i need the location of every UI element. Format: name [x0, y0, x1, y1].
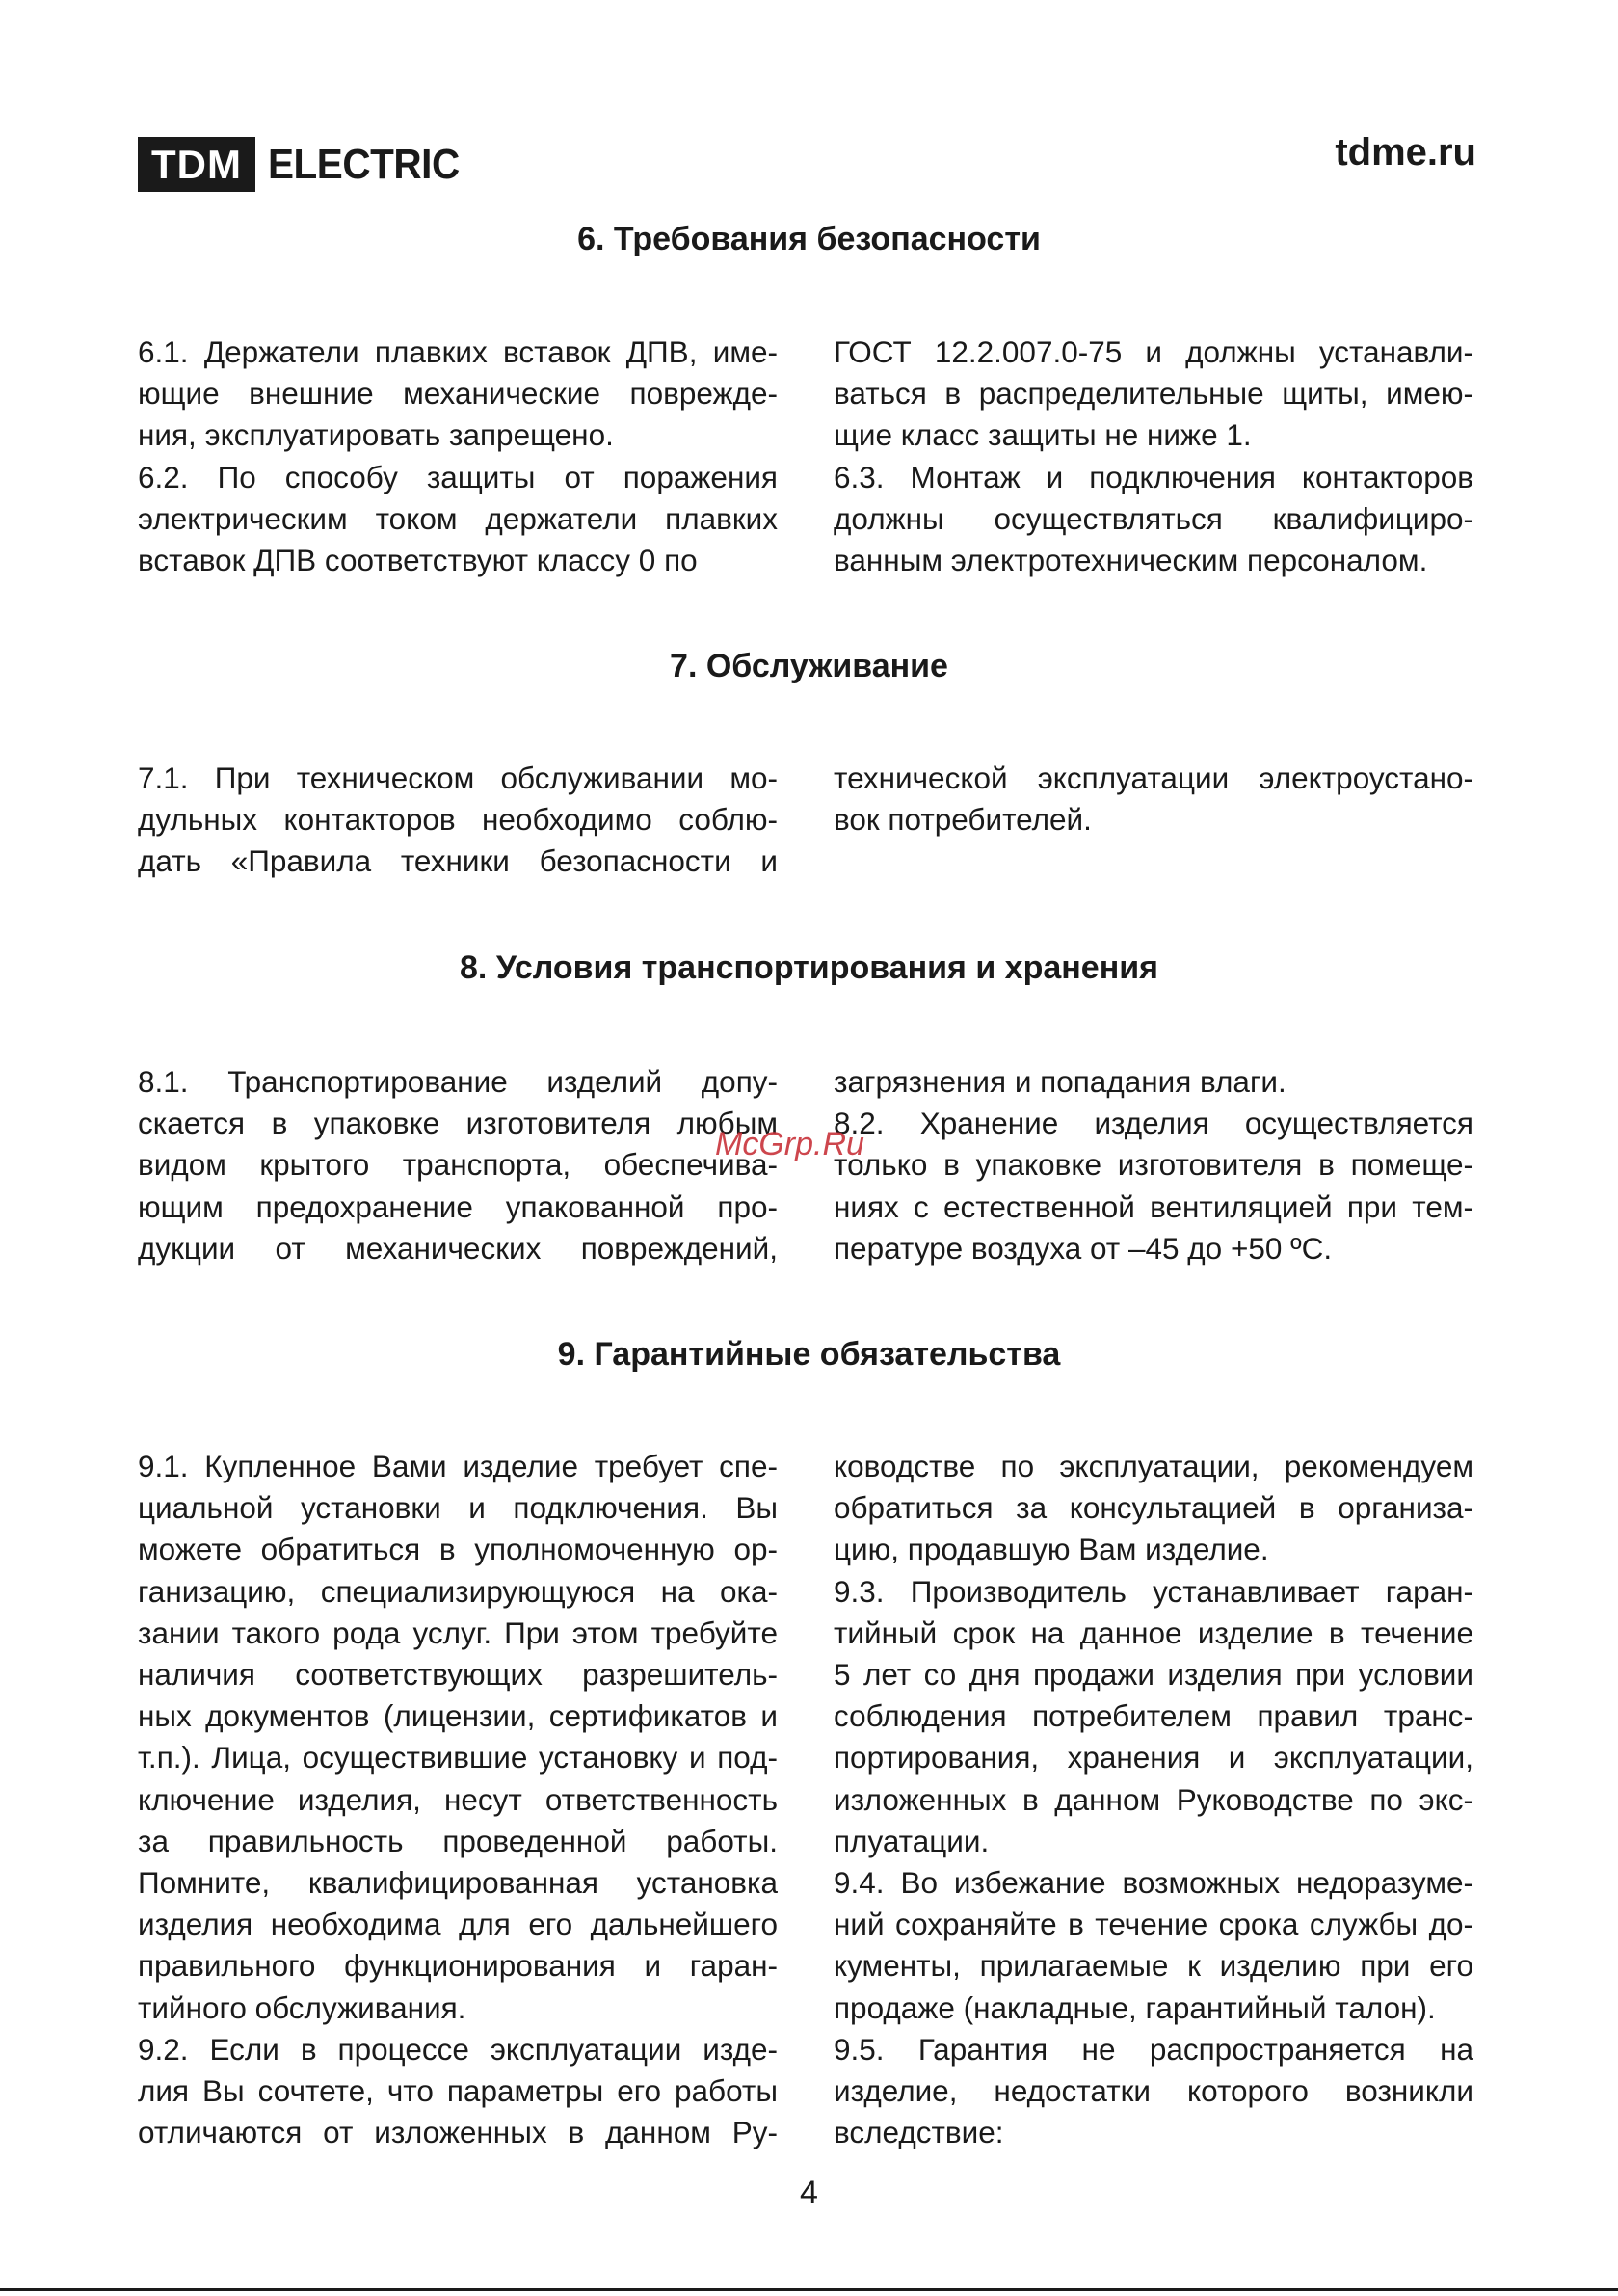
text-line: циальной установки и подключения. Вы [138, 1490, 778, 1526]
text-line: щие класс защиты не ниже 1. [834, 417, 1252, 453]
paragraph [138, 2029, 778, 2154]
text-line: 9.5. Гарантия не распространяется на [834, 2031, 1473, 2067]
text-line: ния, эксплуатировать запрещено. [138, 417, 614, 453]
paragraph [138, 1446, 778, 2029]
paragraph [138, 1061, 778, 1269]
text-line: правильного функционирования и гаран- [138, 1948, 778, 1984]
paragraph [834, 1862, 1473, 2029]
logo-mark: TDM [138, 137, 255, 192]
section-7-left-column [138, 758, 778, 883]
section-6-title: 6. Требования безопасности [577, 221, 1041, 257]
page-number: 4 [800, 2175, 818, 2211]
text-line: 8.2. Хранение изделия осуществляется [834, 1106, 1473, 1141]
text-line: плуатации. [834, 1823, 990, 1858]
text-line: отличаются от изложенных в данном Ру- [138, 2115, 778, 2150]
text-line: продаже (накладные, гарантийный талон). [834, 1989, 1436, 2025]
text-line: наличия соответствующих разрешитель- [138, 1657, 778, 1693]
paragraph [834, 1571, 1473, 1862]
text-line: тийного обслуживания. [138, 1989, 466, 2025]
paragraph [834, 2029, 1473, 2154]
text-line: ганизацию, специализирующуюся на ока- [138, 1573, 778, 1609]
text-line: видом крытого транспорта, обеспечива- [138, 1147, 778, 1183]
paragraph [834, 758, 1473, 841]
text-line: электрическим током держатели плавких [138, 500, 778, 536]
text-line: тийный срок на данное изделие в течение [834, 1615, 1473, 1650]
text-line: изделие, недостатки которого возникли [834, 2073, 1473, 2109]
text-line: дать «Правила техники безопасности и [138, 843, 778, 879]
tdm-electric-logo [138, 137, 476, 192]
text-line: дукции от механических повреждений, [138, 1230, 778, 1266]
text-line: портирования, хранения и эксплуатации, [834, 1740, 1473, 1775]
text-line: 5 лет со дня продажи изделия при условии [834, 1657, 1473, 1693]
section-8-right-column [834, 1061, 1473, 1269]
text-line: ющим предохранение упакованной про- [138, 1188, 778, 1224]
text-line: за правильность проведенной работы. [138, 1823, 778, 1858]
text-line: соблюдения потребителем правил транс- [834, 1698, 1473, 1734]
text-line: цию, продавшую Вам изделие. [834, 1532, 1269, 1567]
section-8-left-column [138, 1061, 778, 1269]
text-line: Помните, квалифицированная установка [138, 1865, 778, 1901]
text-line: вок потребителей. [834, 802, 1092, 838]
text-line: 8.1. Транспортирование изделий допу- [138, 1064, 778, 1099]
paragraph [138, 758, 778, 883]
text-line: дульных контакторов необходимо соблю- [138, 802, 778, 838]
text-line: зании такого рода услуг. При этом требуйте [138, 1615, 778, 1650]
text-line: изделия необходима для его дальнейшего [138, 1907, 778, 1942]
text-line: ГОСТ 12.2.007.0-75 и должны устанавли- [834, 334, 1473, 369]
text-line: 9.1. Купленное Вами изделие требует спе- [138, 1449, 778, 1483]
paragraph [834, 1446, 1473, 1571]
section-8-title: 8. Условия транспортирования и хранения [460, 949, 1158, 986]
text-line: ных документов (лицензии, сертификатов и [138, 1698, 778, 1734]
text-line: загрязнения и попадания влаги. [834, 1064, 1286, 1099]
text-line: только в упаковке изготовителя в помеще- [834, 1147, 1473, 1183]
paragraph [138, 457, 778, 582]
section-9-right-column [834, 1446, 1473, 2153]
text-line: должны осуществляться квалифициро- [834, 500, 1473, 536]
text-line: т.п.). Лица, осуществившие установку и под- [138, 1740, 778, 1775]
section-7-right-column [834, 758, 1473, 841]
text-line: обратиться за консультацией в организа- [834, 1490, 1473, 1526]
text-line: 6.2. По способу защиты от поражения [138, 459, 778, 494]
text-line: пературе воздуха от –45 до +50 ºС. [834, 1230, 1333, 1266]
text-line: лия Вы сочтете, что параметры его работы [138, 2073, 778, 2109]
section-6-right-column [834, 332, 1473, 581]
text-line: вставок ДПВ соответствуют классу 0 по [138, 543, 698, 578]
text-line: ющие внешние механические поврежде- [138, 376, 778, 412]
text-line: скается в упаковке изготовителя любым [138, 1106, 778, 1141]
bottom-divider [0, 2288, 1618, 2291]
section-7-title: 7. Обслуживание [670, 648, 948, 684]
text-line: 6.3. Монтаж и подключения контакторов [834, 459, 1473, 494]
text-line: ниях с естественной вентиляцией при тем- [834, 1188, 1473, 1224]
text-line: 7.1. При техническом обслуживании мо- [138, 761, 778, 795]
text-line: 9.2. Если в процессе эксплуатации изде- [138, 2031, 778, 2067]
text-line: изложенных в данном Руководстве по экс- [834, 1781, 1473, 1817]
text-line: ванным электротехническим персоналом. [834, 543, 1428, 578]
logo-word: ELECTRIC [267, 140, 460, 188]
paragraph [834, 457, 1473, 582]
text-line: ний сохраняйте в течение срока службы до- [834, 1907, 1473, 1942]
site-url: tdme.ru [1335, 131, 1476, 174]
text-line: ководстве по эксплуатации, рекомендуем [834, 1449, 1473, 1483]
text-line: технической эксплуатации электроустано- [834, 761, 1473, 795]
text-line: вследствие: [834, 2115, 1004, 2150]
section-6-left-column [138, 332, 778, 581]
text-line: 9.4. Во избежание возможных недоразуме- [834, 1865, 1473, 1901]
text-line: ключение изделия, несут ответственность [138, 1781, 778, 1817]
text-line: кументы, прилагаемые к изделию при его [834, 1948, 1473, 1984]
text-line: 6.1. Держатели плавких вставок ДПВ, име- [138, 334, 778, 369]
text-line: 9.3. Производитель устанавливает гаран- [834, 1573, 1473, 1609]
section-9-left-column [138, 1446, 778, 2153]
paragraph [834, 332, 1473, 457]
text-line: можете обратиться в уполномоченную ор- [138, 1532, 778, 1567]
paragraph [138, 332, 778, 457]
paragraph [834, 1061, 1473, 1103]
section-9-title: 9. Гарантийные обязательства [557, 1336, 1061, 1373]
watermark: McGrp.Ru [715, 1126, 864, 1162]
text-line: ваться в распределительные щиты, имею- [834, 376, 1473, 412]
paragraph [834, 1103, 1473, 1269]
